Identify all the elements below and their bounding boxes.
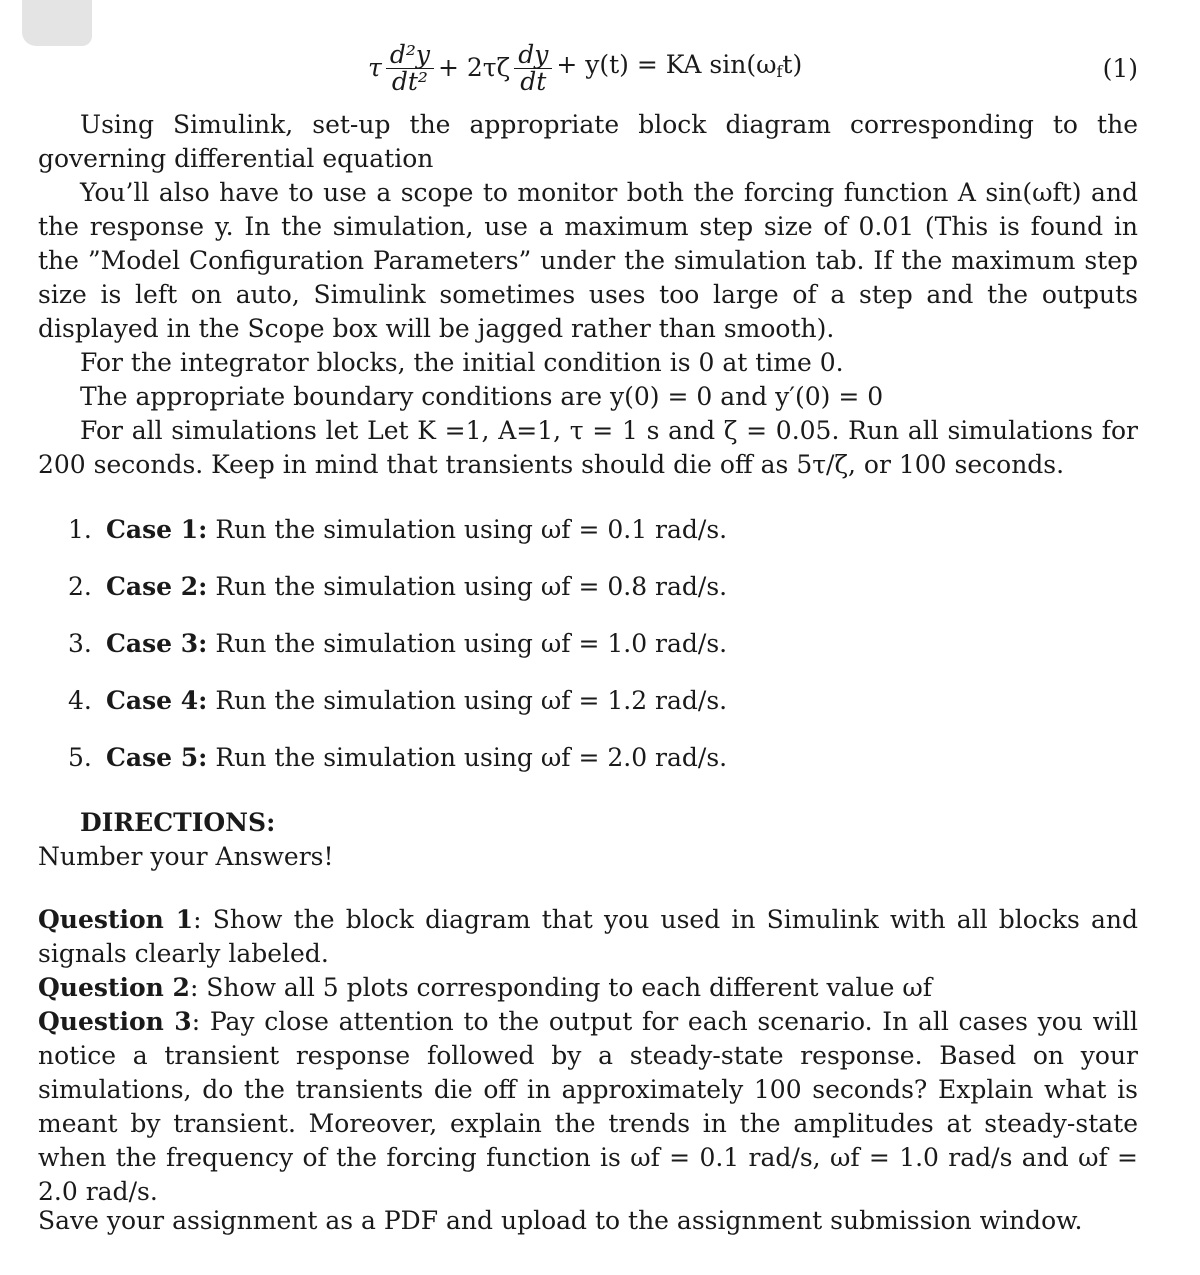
- question-text: : Pay close attention to the output for each scenario. In all cases you will notice a transient response followed by a steady-state response. Based on your simulations, do the transients die off in approximately 100 seconds? Explain what is meant by transient. Moreover, explain the trends in the amplitudes at steady-state when the frequency of the forcing function is ωf = 0.1 rad/s, ωf = 1.0 rad/s and ωf = 2.0 rad/s.: [38, 1007, 1138, 1206]
- eq-tau: τ: [368, 53, 382, 82]
- case-text: Run the simulation using ωf = 1.0 rad/s.: [215, 629, 728, 658]
- paragraph-setup: Using Simulink, set-up the appropriate block diagram corresponding to the governing differential equation: [38, 110, 1138, 173]
- questions-section: [38, 903, 1138, 1209]
- question-3: [38, 1005, 1138, 1209]
- paragraph-parameters: For all simulations let Let K =1, A=1, τ = 1 s and ζ = 0.05. Run all simulations for 200 seconds. Keep in mind that transients should die off as 5τ/ζ, or 100 seconds.: [38, 416, 1138, 479]
- question-label: Question 3: [38, 1007, 192, 1036]
- question-2: [38, 971, 1138, 1005]
- directions-subtitle: Number your Answers!: [38, 842, 334, 871]
- question-1: [38, 903, 1138, 971]
- case-label: Case 3:: [106, 629, 208, 658]
- eq-damping-term: + 2τζ: [438, 53, 511, 82]
- eq-denominator-2: dt: [520, 66, 547, 96]
- list-item: [68, 738, 727, 795]
- case-label: Case 5:: [106, 743, 208, 772]
- eq-denominator: dt²: [391, 66, 428, 96]
- eq-fraction-first-derivative: [514, 39, 552, 96]
- directions-section: [38, 806, 1138, 874]
- eq-rest-sub: f: [776, 61, 783, 81]
- case-number: 2.: [68, 572, 92, 601]
- list-item: [68, 624, 727, 681]
- case-number: 1.: [68, 515, 92, 544]
- list-item: [68, 567, 727, 624]
- directions-title: DIRECTIONS:: [80, 808, 276, 837]
- save-instruction: Save your assignment as a PDF and upload to the assignment submission window.: [38, 1206, 1083, 1235]
- question-text: : Show all 5 plots corresponding to each different value ωf: [189, 973, 932, 1002]
- case-text: Run the simulation using ωf = 0.8 rad/s.: [215, 572, 728, 601]
- case-label: Case 1:: [106, 515, 208, 544]
- instructions-block: [38, 108, 1138, 482]
- eq-rest-end: t): [782, 49, 803, 79]
- case-text: Run the simulation using ωf = 0.1 rad/s.: [215, 515, 728, 544]
- paragraph-boundary: The appropriate boundary conditions are y(0) = 0 and y′(0) = 0: [80, 382, 884, 411]
- question-label: Question 2: [38, 973, 190, 1002]
- eq-numerator-2: dy: [514, 42, 552, 69]
- list-item: [68, 510, 727, 567]
- eq-rest: [556, 48, 802, 89]
- eq-numerator: d²y: [386, 42, 434, 69]
- question-label: Question 1: [38, 905, 194, 934]
- case-text: Run the simulation using ωf = 1.2 rad/s.: [215, 686, 728, 715]
- question-text: : Show the block diagram that you used in Simulink with all blocks and signals clearly labeled.: [38, 905, 1139, 968]
- case-number: 5.: [68, 743, 92, 772]
- case-number: 4.: [68, 686, 92, 715]
- case-text: Run the simulation using ωf = 2.0 rad/s.: [215, 743, 728, 772]
- eq-rest-text: + y(t) = KA sin(ω: [556, 49, 777, 79]
- case-label: Case 2:: [106, 572, 208, 601]
- equation-number: (1): [1102, 54, 1138, 83]
- case-label: Case 4:: [106, 686, 208, 715]
- paragraph-integrator: For the integrator blocks, the initial condition is 0 at time 0.: [80, 348, 844, 377]
- list-item: [68, 681, 727, 738]
- case-number: 3.: [68, 629, 92, 658]
- governing-equation: [38, 28, 1138, 108]
- eq-fraction-second-derivative: [386, 39, 434, 96]
- cases-list: [68, 510, 727, 795]
- paragraph-scope: You’ll also have to use a scope to monitor both the forcing function A sin(ωft) and the response y. In the simulation, use a maximum step size of 0.01 (This is found in the ”Model Configuration Parameters” under the simulation tab. If the maximum step size is left on auto, Simulink sometimes uses too large of a step and the outputs displayed in the Scope box will be jagged rather than smooth).: [38, 178, 1138, 343]
